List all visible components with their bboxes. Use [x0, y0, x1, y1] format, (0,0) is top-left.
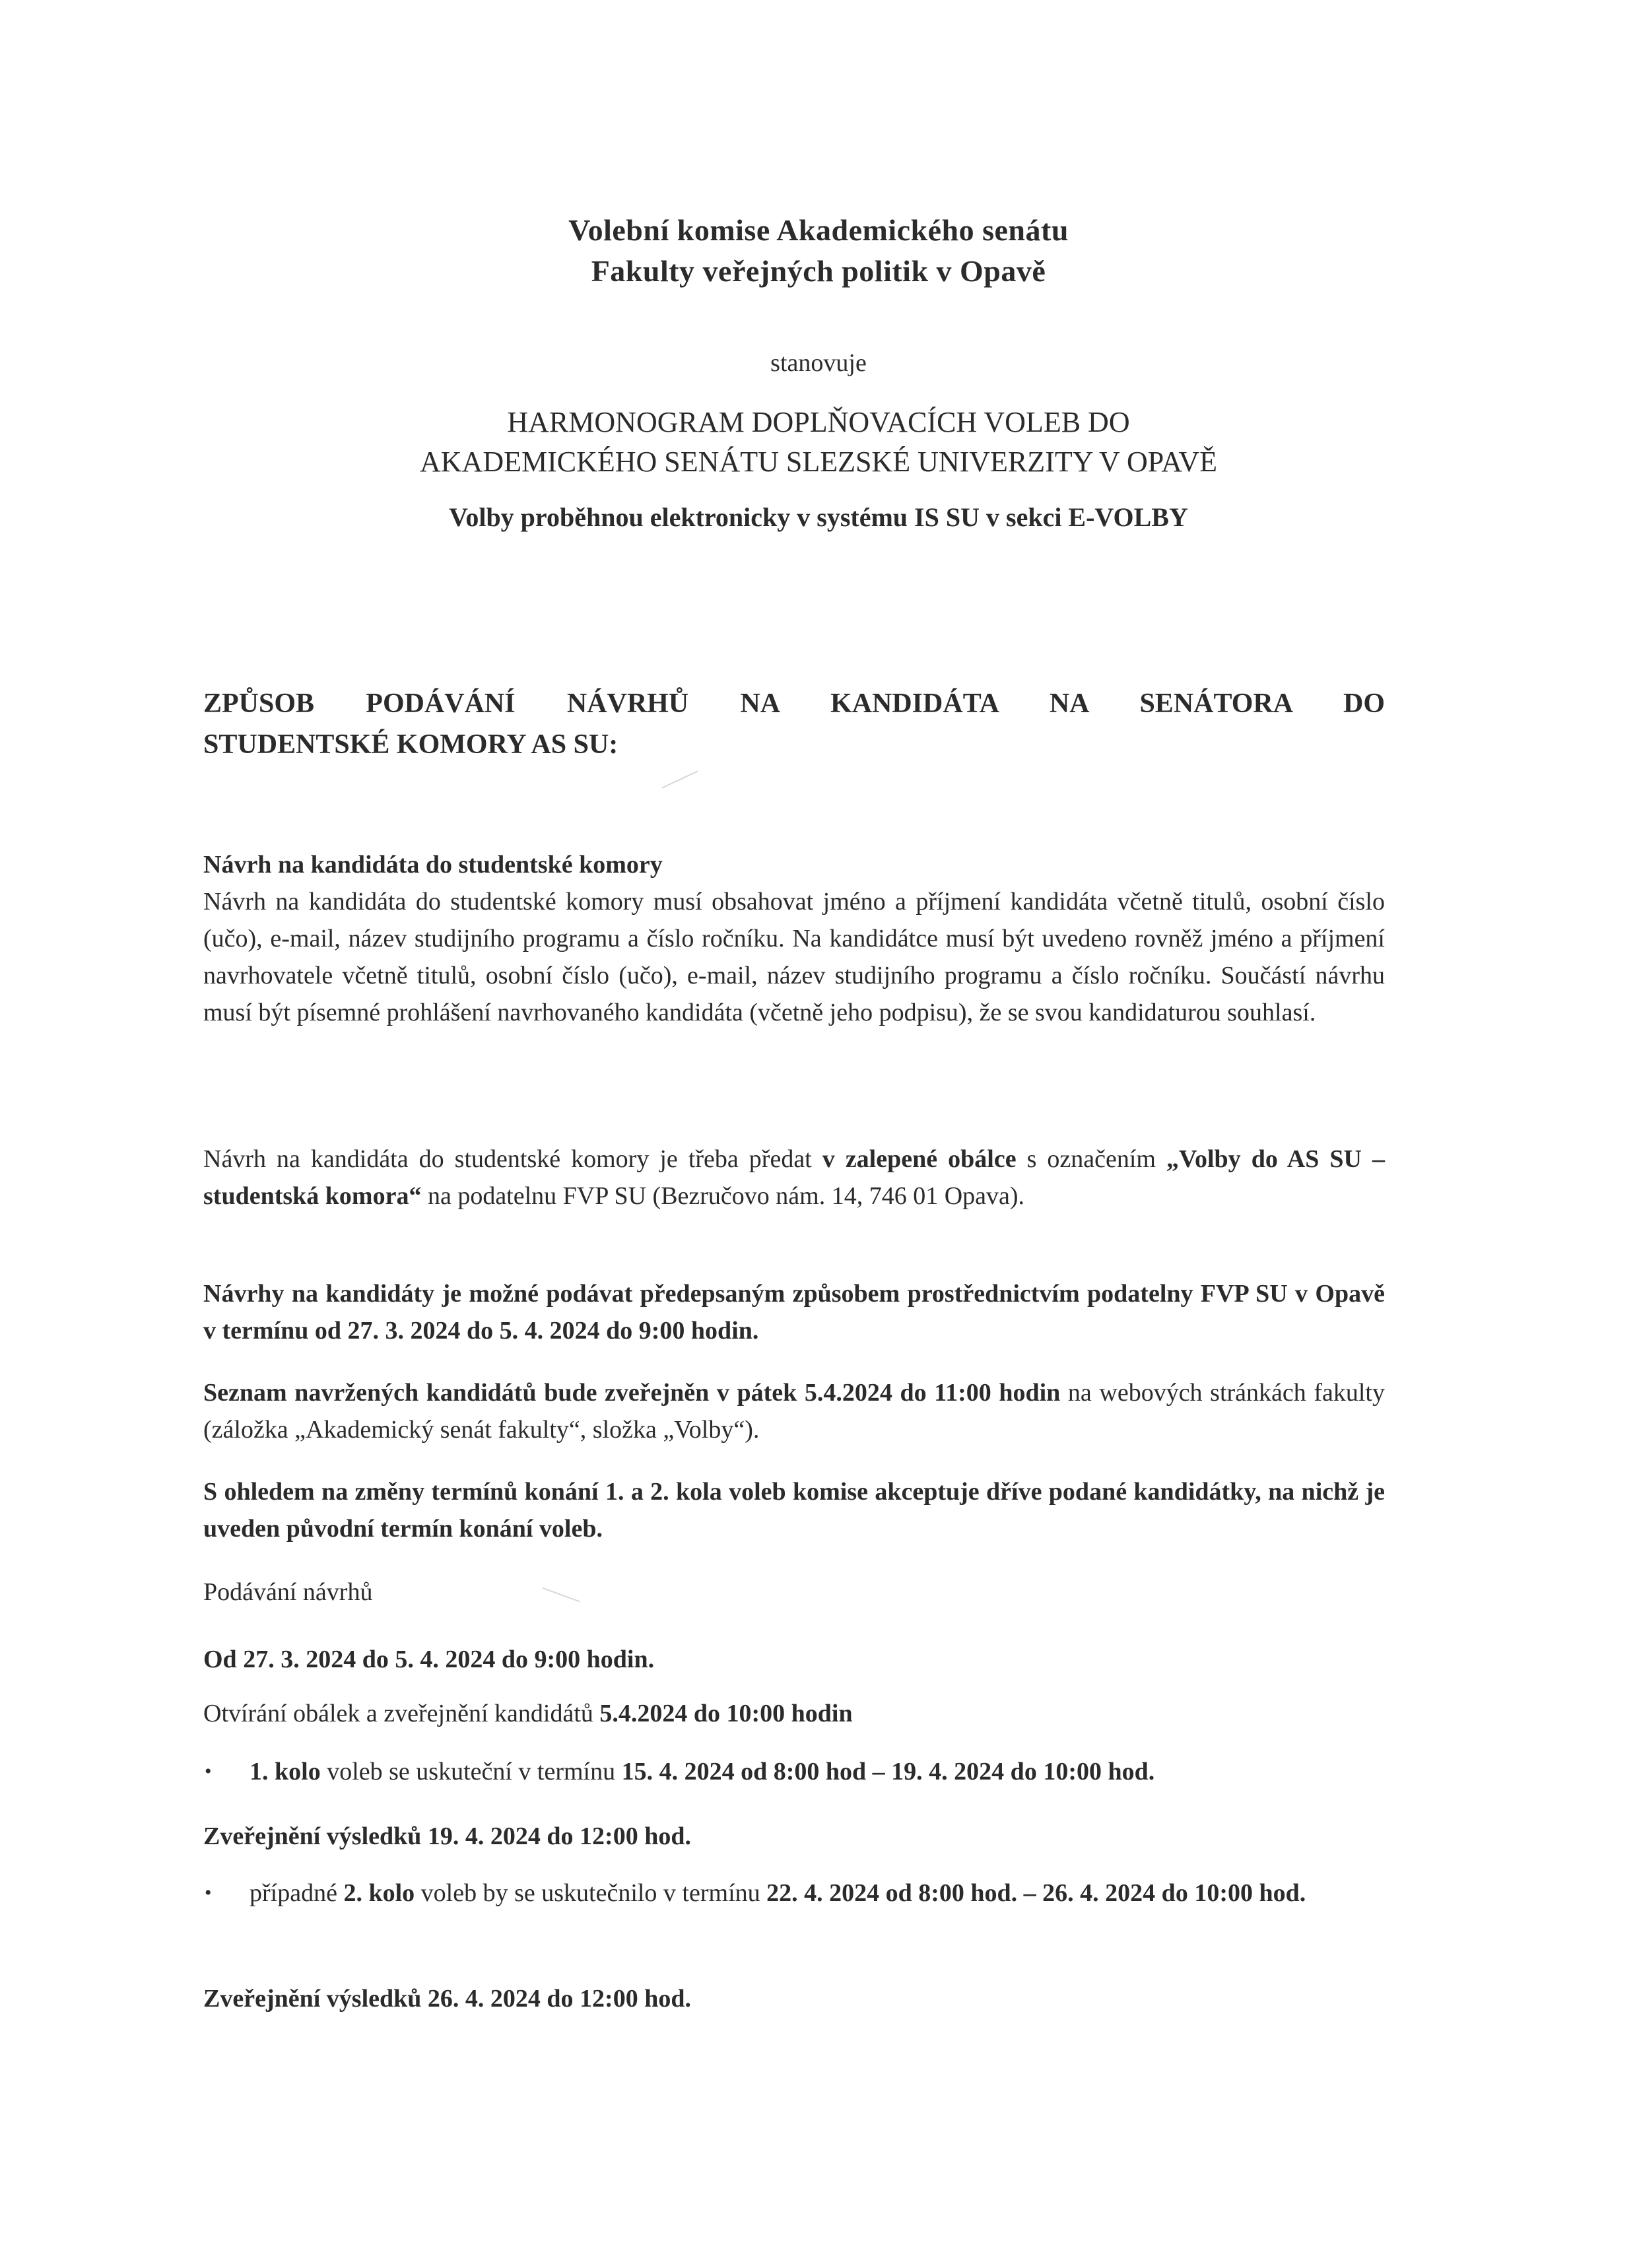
round-2-item	[203, 1875, 1385, 1912]
submission-period: Od 27. 3. 2024 do 5. 4. 2024 do 9:00 hodin.	[203, 1646, 655, 1673]
bullet-icon: •	[205, 1760, 212, 1782]
section-heading-line-2: STUDENTSKÉ KOMORY AS SU:	[203, 729, 618, 760]
stanovuje-text: stanovuje	[770, 349, 867, 377]
harmonogram-line-2: AKADEMICKÉHO SENÁTU SLEZSKÉ UNIVERZITY V OPAVĚ	[420, 446, 1217, 478]
opening-text: Otvírání obálek a zveřejnění kandidátů	[203, 1700, 600, 1727]
scan-artifact	[661, 770, 698, 788]
round-2-list	[203, 1875, 1385, 1912]
candidate-requirements-paragraph: Návrh na kandidáta do studentské komory musí obsahovat jméno a příjmení kandidáta včetně titulů, osobní číslo (učo), e-mail, název studijního programu a číslo ročníku. Na kandidátce musí být uvedeno rovněž jméno a příjmení navrhovatele včetně titulů, osobní číslo (učo), e-mail, název studijního programu a číslo ročníku. Součástí návrhu musí být písemné prohlášení navrhovaného kandidáta (včetně jeho podpisu), že se svou kandidaturou souhlasí.	[203, 888, 1385, 1026]
title-line-2: Fakulty veřejných politik v Opavě	[591, 254, 1046, 288]
submission-text: s označením	[1016, 1145, 1167, 1173]
round-1-dates: 15. 4. 2024 od 8:00 hod – 19. 4. 2024 do 10:00 hod.	[621, 1758, 1155, 1785]
submission-paragraph	[203, 1141, 1385, 1215]
title-line-1: Volební komise Akademického senátu	[568, 213, 1069, 247]
round-2-dates: 22. 4. 2024 od 8:00 hod. – 26. 4. 2024 do 10:00 hod.	[766, 1879, 1306, 1907]
submission-address-text: na podatelnu FVP SU (Bezručovo nám. 14, 746 01 Opava).	[421, 1182, 1025, 1210]
harmonogram-line-1: HARMONOGRAM DOPLŇOVACÍCH VOLEB DO	[507, 406, 1130, 438]
bullet-icon: •	[205, 1882, 212, 1904]
section-heading	[203, 683, 1385, 765]
submission-text: Návrh na kandidáta do studentské komory je třeba předat	[203, 1145, 822, 1173]
envelope-label-text: „Volby do AS SU – studentská komora“	[203, 1145, 1385, 1210]
date-change-note: S ohledem na změny termínů konání 1. a 2. kola voleb komise akceptuje dříve podané kandidátky, na nichž je uveden původní termín konání voleb.	[203, 1478, 1385, 1543]
electronic-voting-note: Volby proběhnou elektronicky v systému IS SU v sekci E-VOLBY	[449, 502, 1188, 532]
sealed-envelope-text: v zalepené obálce	[822, 1145, 1017, 1173]
section-heading-line-1: ZPŮSOB PODÁVÁNÍ NÁVRHŮ NA KANDIDÁTA NA SENÁTORA DO	[203, 688, 1385, 719]
round-1-label: 1. kolo	[250, 1758, 321, 1785]
publication-date-text: Seznam navržených kandidátů bude zveřejněn v pátek 5.4.2024 do 11:00 hodin	[203, 1379, 1061, 1407]
round-1-list	[203, 1753, 1385, 1790]
round-1-results: Zveřejnění výsledků 19. 4. 2024 do 12:00 hod.	[203, 1822, 691, 1850]
round-2-results: Zveřejnění výsledků 26. 4. 2024 do 12:00 hod.	[203, 1985, 691, 2013]
candidate-list-publication-paragraph	[203, 1374, 1385, 1448]
round-1-text: voleb se uskuteční v termínu	[320, 1758, 622, 1785]
round-2-text: voleb by se uskutečnilo v termínu	[415, 1879, 767, 1907]
round-2-prefix: případné	[250, 1879, 344, 1907]
envelope-opening-line	[203, 1695, 1385, 1732]
candidate-proposal-subheading: Návrh na kandidáta do studentské komory	[203, 851, 663, 879]
submission-label: Podávání návrhů	[203, 1578, 373, 1606]
round-2-label: 2. kolo	[343, 1879, 415, 1907]
publication-location-text: na webových stránkách fakulty (záložka „Akademický senát fakulty“, složka „Volby“).	[203, 1379, 1385, 1444]
round-1-item	[203, 1753, 1385, 1790]
document-title	[0, 210, 1637, 292]
harmonogram-heading	[0, 403, 1637, 482]
opening-date: 5.4.2024 do 10:00 hodin	[599, 1700, 853, 1727]
proposals-deadline-paragraph: Návrhy na kandidáty je možné podávat předepsaným způsobem prostřednictvím podatelny FVP SU v Opavě v termínu od 27. 3. 2024 do 5. 4. 2024 do 9:00 hodin.	[203, 1280, 1385, 1345]
